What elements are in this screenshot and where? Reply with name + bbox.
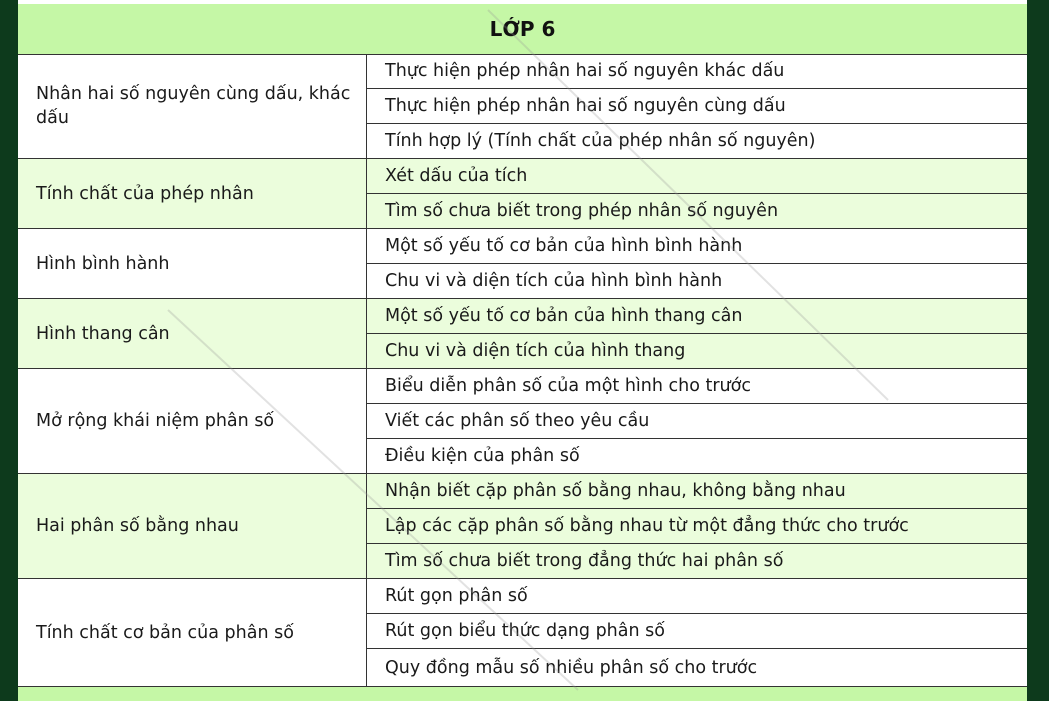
lesson-row: Chu vi và diện tích của hình thang	[367, 334, 1027, 369]
lesson-row: Biểu diễn phân số của một hình cho trước	[367, 369, 1027, 404]
lesson-row: Quy đồng mẫu số nhiều phân số cho trước	[367, 649, 1027, 687]
lesson-row: Một số yếu tố cơ bản của hình bình hành	[367, 229, 1027, 264]
lesson-row: Nhận biết cặp phân số bằng nhau, không bằng nhau	[367, 474, 1027, 509]
content-table	[18, 0, 1027, 701]
lesson-row: Rút gọn biểu thức dạng phân số	[367, 614, 1027, 649]
topic-cell: Mở rộng khái niệm phân số	[18, 369, 366, 474]
lesson-row: Điều kiện của phân số	[367, 439, 1027, 474]
topic-cell: Hình bình hành	[18, 229, 366, 299]
lesson-row: Rút gọn phân số	[367, 579, 1027, 614]
lesson-row: Thực hiện phép nhân hai số nguyên cùng dấu	[367, 89, 1027, 124]
lesson-row: Chu vi và diện tích của hình bình hành	[367, 264, 1027, 299]
column-divider	[366, 54, 367, 687]
lesson-row: Viết các phân số theo yêu cầu	[367, 404, 1027, 439]
topic-cell: Tính chất cơ bản của phân số	[18, 579, 366, 687]
lesson-row: Tìm số chưa biết trong đẳng thức hai phân số	[367, 544, 1027, 579]
topic-cell: Hai phân số bằng nhau	[18, 474, 366, 579]
lesson-row: Một số yếu tố cơ bản của hình thang cân	[367, 299, 1027, 334]
topic-cell: Nhân hai số nguyên cùng dấu, khác dấu	[18, 54, 366, 159]
lesson-row: Xét dấu của tích	[367, 159, 1027, 194]
lesson-row: Lập các cặp phân số bằng nhau từ một đẳng thức cho trước	[367, 509, 1027, 544]
grade-header: LỚP 6	[18, 4, 1027, 55]
lesson-row: Tìm số chưa biết trong phép nhân số nguyên	[367, 194, 1027, 229]
topic-cell: Hình thang cân	[18, 299, 366, 369]
next-section-band	[18, 687, 1027, 701]
lesson-row: Tính hợp lý (Tính chất của phép nhân số nguyên)	[367, 124, 1027, 159]
topic-cell: Tính chất của phép nhân	[18, 159, 366, 229]
lesson-row: Thực hiện phép nhân hai số nguyên khác dấu	[367, 54, 1027, 89]
